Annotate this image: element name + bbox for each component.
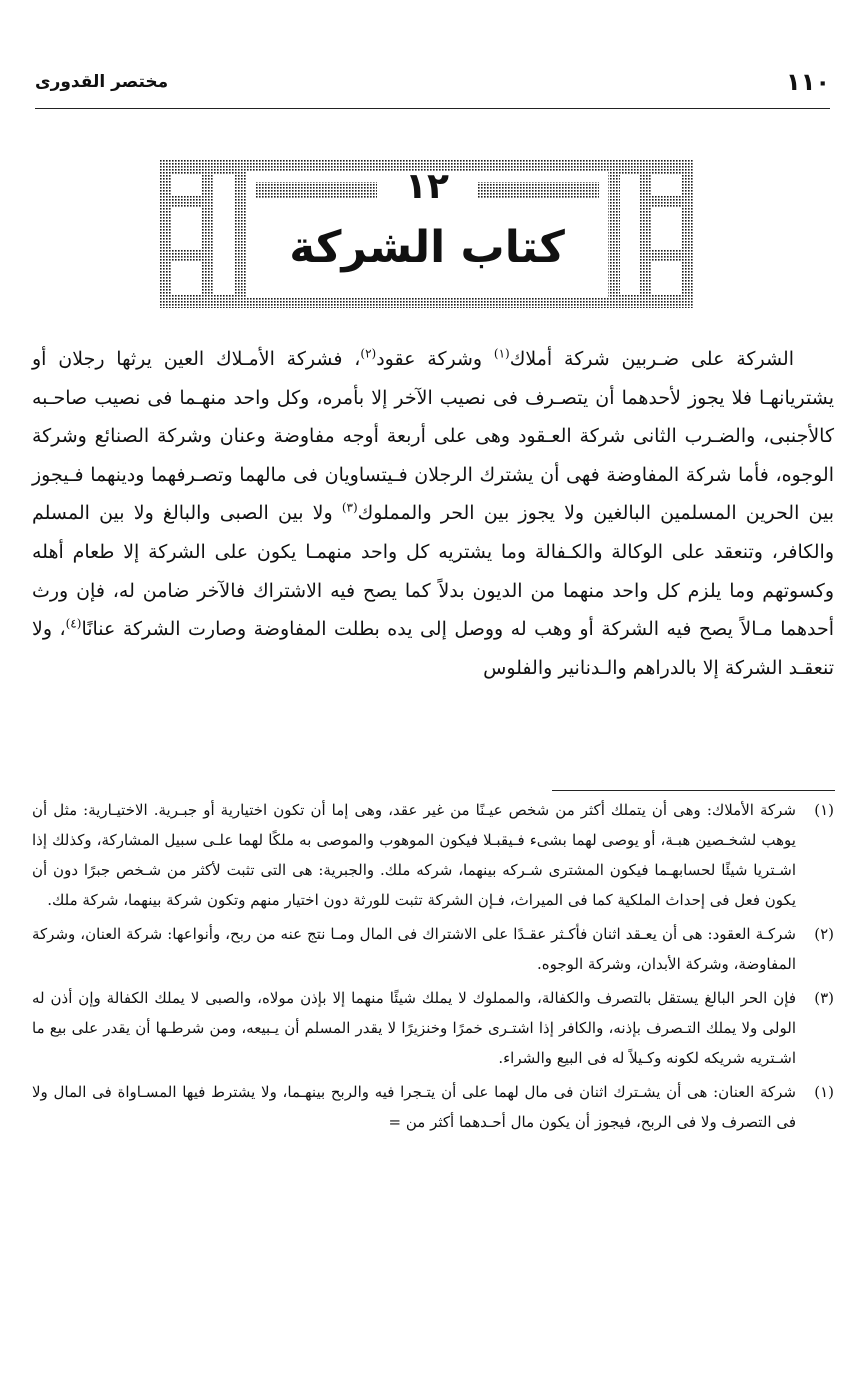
footnote bbox=[32, 795, 834, 915]
page-number: ١١٠ bbox=[786, 68, 830, 96]
chapter-banner bbox=[160, 160, 694, 308]
main-text bbox=[32, 340, 834, 687]
running-header bbox=[35, 70, 830, 109]
footnote bbox=[32, 1077, 834, 1137]
footnote-divider bbox=[552, 790, 835, 791]
footnotes bbox=[32, 795, 834, 1141]
book-title: مختصر القدورى bbox=[35, 72, 169, 92]
footnote-text: شركـة العقود: هى أن يعـقد اثنان فأكـثر عقـدًا على الاشتراك فى المال ومـا نتج عنه من ربح، وأنواعها: شركة العنان، وشركة المفاوضة، وشركة الأبدان، وشركة الوجوه. bbox=[32, 925, 796, 973]
footnote-text: شركة العنان: هى أن يشـترك اثنان فى مال لهما على أن يتـجرا فيه والربح بينهـما، ولا يشترط فيها المسـاواة فى المال ولا فى التصرف ولا فى الربح، فيجوز أن يكون مال أحـدهما أكثر من = bbox=[32, 1083, 796, 1131]
footnote-number: (١) bbox=[814, 1083, 834, 1101]
footnote bbox=[32, 919, 834, 979]
chapter-title: كتاب الشركة bbox=[289, 222, 565, 273]
footnote-number: (١) bbox=[814, 801, 834, 819]
footnote-text: فإن الحر البالغ يستقل بالتصرف والكفالة، والمملوك لا يملك شيئًا منهما إلا بإذن مولاه، والصبى لا يملك الكفالة وإن أذن له الولى ولا يملك التـصرف بإذنه، والكافر إذا اشتـرى خمرًا وخنزيرًا لا يقدر المسلم أن يـبيعه، ومن شرطـها أن يقدر على بيع ما اشـتريه شريكه لكونه وكـيلاً له فى البيع والشراء. bbox=[32, 989, 796, 1067]
footnote-ref: (٢) bbox=[360, 346, 377, 361]
footnote-number: (٢) bbox=[814, 925, 834, 943]
footnote-ref: (١) bbox=[493, 346, 510, 361]
footnote-text: شركة الأملاك: وهى أن يتملك أكثر من شخص عيـنًا من غير عقد، وهى إما أن تكون اختيارية أو جبـرية. الاختيـارية: مثل أن يوهب لشخـصين هبـة، أو يوصى لهما بشىء فـيقبـلا فيكون الموهوب والموصى به ملكًا لهما علـى سبيل المشاركة، وكذلك إذا اشـتريا شيئًا لحسابهـما فيكون المشترى شـركه بينهما، شركه ملك. والجبرية: هى التى تثبت لأكثر من شـخص جبرًا دون أن يكون فعل فى إحداث الملكية كما فى الميراث، فـإن الشركة تثبت للورثة دون اختيار منهم وتكون شركة بينهما، شركة ملك. bbox=[32, 801, 796, 909]
footnote bbox=[32, 983, 834, 1073]
footnote-ref: (٤) bbox=[65, 616, 82, 631]
footnote-number: (٣) bbox=[814, 989, 834, 1007]
footnote-ref: (٣) bbox=[341, 501, 358, 516]
body-paragraph: الشركة على ضـربين شركة أملاك$^{(١)}$ وشركة عقود$^{(٢)}$، فشركة الأمـلاك العين يرثها رجلان أو يشتريانهـا فلا يجوز لأحدهما أن يتصـرف فى نصيب الآخر إلا بأمره، وكل واحد منهـما فى نصيب صاحـبه كالأجنبى، والضـرب الثانى شركة العـقود وهى على أربعة أوجه مفاوضة وعنان وشركة الصنائع وشركة الوجوه، فأما شركة المفاوضة فهى أن يشترك الرجلان فـيتساويان فى مالهما وتصـرفهما ودينهما فـيجوز بين الحرين المسلمين البالغين ولا يجوز بين الحر والمملوك$^{(٣)}$ ولا بين الصبى والبالغ ولا بين المسلم والكافر، وتنعقد على الوكالة والكـفالة وما يشتريه كل واحد منهمـا يكون على الشركة إلا طعام أهله وكسوتهم وما يلزم كل واحد منهما من الديون بدلاً كما يصح فيه الاشتراك فالآخر ضامن له، فإن ورث أحدهما مـالاً يصح فيه الشركة أو وهب له ووصل إلى يده بطلت المفاوضة وصارت الشركة عنانًا$^{(٤)}$، ولا تنعقـد الشركة إلا بالدراهم والـدنانير والفلوس bbox=[32, 346, 835, 679]
chapter-number: ١٢ bbox=[405, 166, 449, 207]
